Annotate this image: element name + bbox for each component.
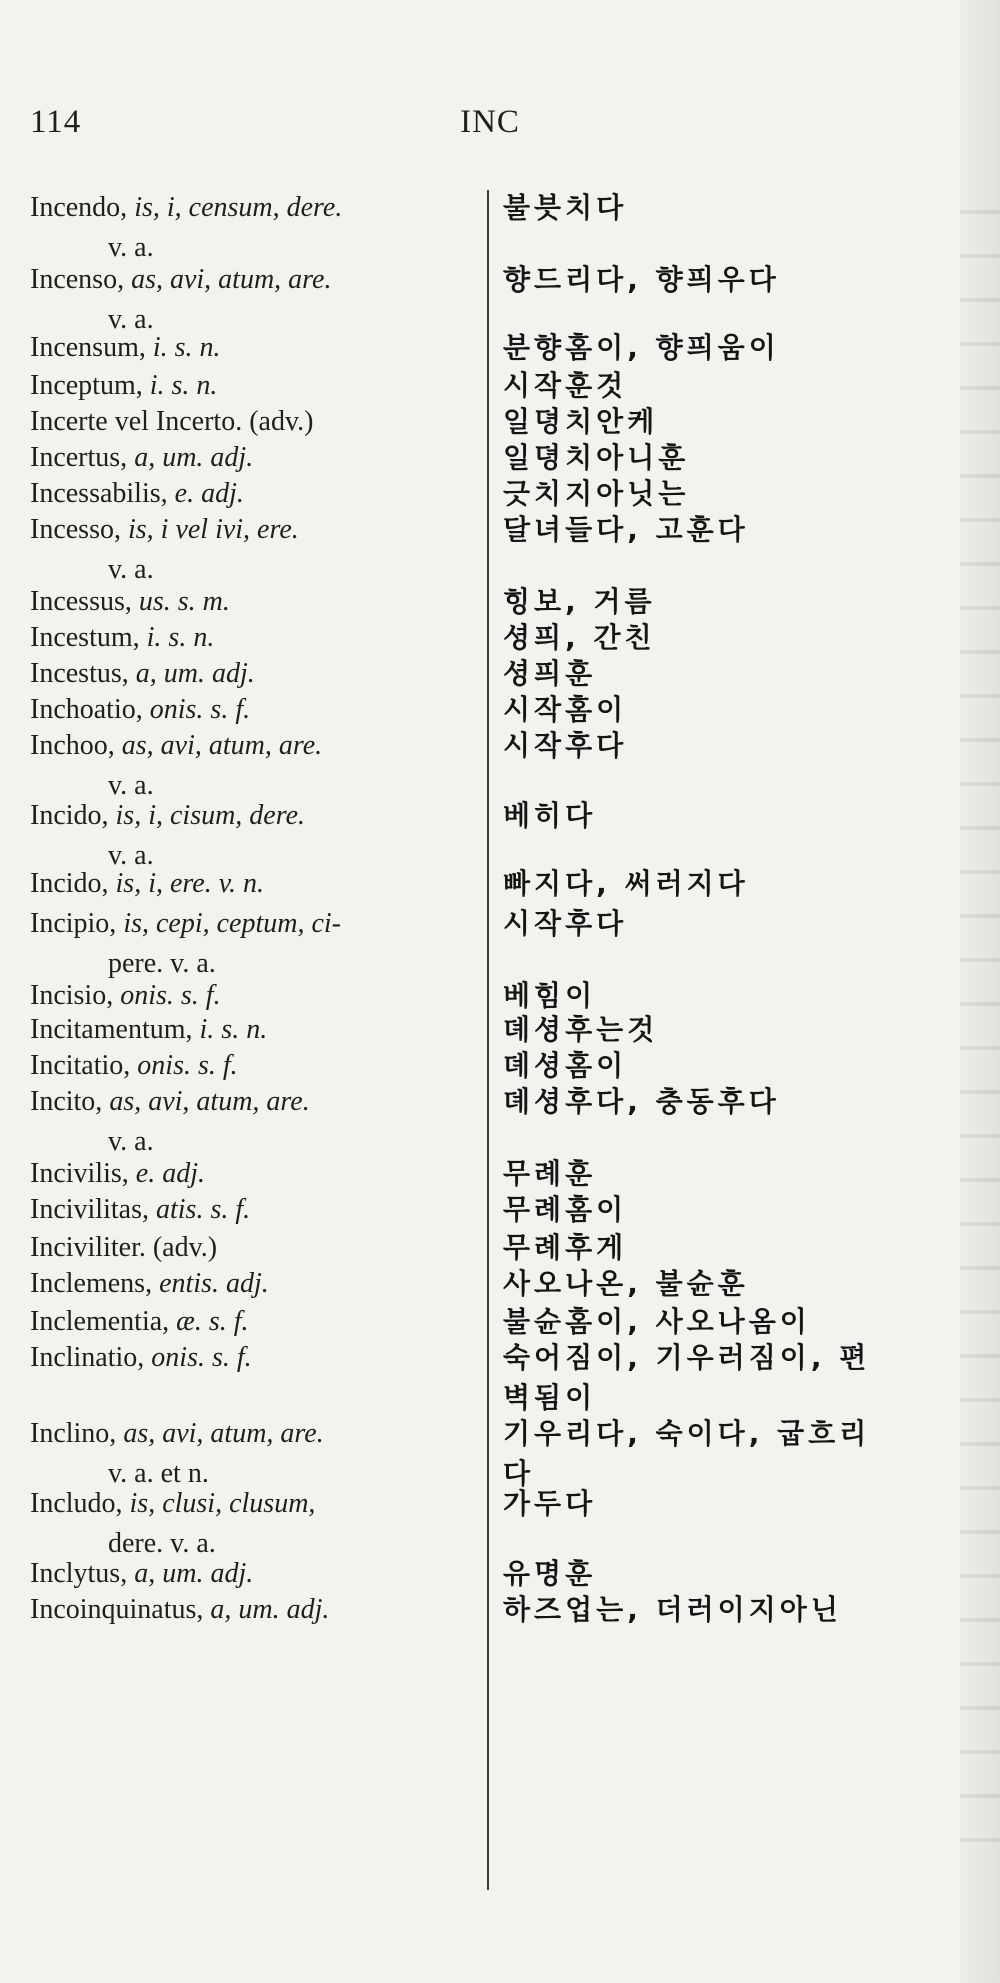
gloss-text: 무례훈 — [503, 1157, 597, 1190]
korean-gloss — [503, 904, 958, 944]
dictionary-entry — [0, 1190, 1000, 1228]
latin-headword — [30, 1010, 478, 1050]
headword-continuation: v. a. et n. — [108, 1458, 209, 1489]
grammar-info: i. s. n. — [152, 332, 221, 363]
korean-gloss — [503, 1302, 958, 1342]
latin-headword — [30, 510, 478, 590]
headword-continuation: v. a. — [108, 840, 154, 871]
headword-continuation: v. a. — [108, 232, 154, 263]
lemma: Inclinatio, — [30, 1342, 145, 1373]
korean-gloss — [503, 1590, 958, 1630]
dictionary-entry — [0, 1154, 1000, 1190]
lemma: Incessabilis, — [30, 478, 168, 509]
headword-continuation: v. a. — [108, 1126, 154, 1157]
korean-gloss — [503, 402, 958, 442]
korean-gloss — [503, 618, 958, 658]
headword-continuation: v. a. — [108, 304, 154, 335]
gloss-text: 유명훈 — [503, 1557, 597, 1590]
grammar-info: æ. s. f. — [176, 1306, 249, 1337]
dictionary-entry — [0, 260, 1000, 335]
gloss-text: 셩픠훈 — [503, 657, 597, 690]
latin-headword — [30, 1554, 478, 1594]
latin-headword — [30, 690, 478, 730]
page-header — [30, 104, 950, 148]
dictionary-entry — [0, 864, 1000, 904]
dictionary-entry — [0, 510, 1000, 585]
grammar-info: i. s. n. — [199, 1014, 268, 1045]
lemma: Inclemens, — [30, 1268, 153, 1299]
grammar-info: is, i, cisum, dere. — [115, 800, 306, 831]
dictionary-entry — [0, 1414, 1000, 1490]
grammar-info: entis. adj. — [159, 1268, 269, 1299]
latin-headword — [30, 618, 478, 658]
dictionary-entry — [0, 1010, 1000, 1046]
dictionary-entry — [0, 328, 1000, 366]
latin-headword — [30, 904, 478, 984]
latin-headword — [30, 726, 478, 806]
lemma: Inciviliter. (adv.) — [30, 1232, 218, 1263]
lemma: Inclino, — [30, 1418, 117, 1449]
dictionary-entry — [0, 690, 1000, 726]
latin-headword — [30, 1302, 478, 1342]
lemma: Incerte vel Incerto. (adv.) — [30, 406, 314, 437]
korean-gloss — [503, 864, 958, 904]
headword-continuation: pere. v. a. — [108, 948, 216, 979]
latin-headword — [30, 654, 478, 694]
latin-headword — [30, 188, 478, 268]
latin-headword — [30, 1590, 478, 1630]
latin-headword — [30, 402, 478, 442]
lemma: Incitamentum, — [30, 1014, 193, 1045]
grammar-info: onis. s. f. — [151, 1342, 252, 1373]
grammar-info: a, um. adj. — [134, 442, 254, 473]
latin-headword — [30, 1264, 478, 1304]
lemma: Incoinquinatus, — [30, 1594, 204, 1625]
latin-headword — [30, 1338, 478, 1378]
headword-continuation: dere. v. a. — [108, 1528, 216, 1559]
lemma: Incido, — [30, 800, 109, 831]
gloss-text: 달녀들다, 고훈다 — [503, 513, 749, 546]
korean-gloss — [503, 654, 958, 694]
gloss-continuation: 다 — [503, 1457, 535, 1490]
lemma: Incessus, — [30, 586, 132, 617]
grammar-info: onis. s. f. — [137, 1050, 238, 1081]
grammar-info: a, um. adj. — [210, 1594, 330, 1625]
grammar-info: us. s. m. — [138, 586, 230, 617]
korean-gloss — [503, 438, 958, 478]
dictionary-entry — [0, 904, 1000, 979]
korean-gloss — [503, 1554, 958, 1594]
gloss-text: 사오나온, 불슌훈 — [503, 1267, 749, 1300]
korean-gloss — [503, 1484, 958, 1524]
korean-gloss — [503, 328, 958, 368]
gloss-text: 긋치지아닛는 — [503, 477, 690, 510]
korean-gloss — [503, 188, 958, 228]
gloss-text: 일뎡치안케 — [503, 405, 659, 438]
grammar-info: as, avi, atum, are. — [123, 1418, 324, 1449]
dictionary-entry — [0, 188, 1000, 263]
gloss-text: 불슌홈이, 사오나옴이 — [503, 1305, 811, 1338]
grammar-info: as, avi, atum, are. — [121, 730, 323, 761]
dictionary-entry — [0, 1484, 1000, 1559]
grammar-info: is, i, ere. v. n. — [115, 868, 265, 899]
korean-gloss — [503, 1228, 958, 1268]
lemma: Inchoo, — [30, 730, 115, 761]
korean-gloss — [503, 260, 958, 300]
grammar-info: e. adj. — [174, 478, 244, 509]
grammar-info: i. s. n. — [146, 622, 215, 653]
korean-gloss — [503, 1190, 958, 1230]
headword-continuation: v. a. — [108, 554, 154, 585]
grammar-info: as, avi, atum, are. — [109, 1086, 310, 1117]
gloss-text: 무례후게 — [503, 1231, 628, 1264]
latin-headword — [30, 864, 478, 904]
gloss-text: 시작후다 — [503, 729, 628, 762]
lemma: Incivilis, — [30, 1158, 129, 1189]
gloss-text: 셩픠, 간친 — [503, 621, 656, 654]
lemma: Inchoatio, — [30, 694, 143, 725]
korean-gloss — [503, 510, 958, 550]
gloss-text: 시작후다 — [503, 907, 628, 940]
dictionary-entry — [0, 618, 1000, 654]
gloss-text: 뎨셩홈이 — [503, 1049, 628, 1082]
grammar-info: onis. s. f. — [120, 980, 221, 1011]
korean-gloss — [503, 474, 958, 514]
grammar-info: atis. s. f. — [155, 1194, 251, 1225]
dictionary-entry — [0, 474, 1000, 510]
dictionary-entry — [0, 438, 1000, 474]
gloss-text: 향드리다, 향픠우다 — [503, 263, 780, 296]
gloss-text: 기우리다, 숙이다, 굽흐리 — [503, 1417, 871, 1450]
dictionary-entry — [0, 1082, 1000, 1157]
dictionary-entry — [0, 1554, 1000, 1590]
grammar-info: e. adj. — [135, 1158, 205, 1189]
grammar-info: is, i, censum, dere. — [134, 192, 343, 223]
lemma: Inclytus, — [30, 1558, 128, 1589]
dictionary-entry — [0, 726, 1000, 801]
grammar-info: onis. s. f. — [149, 694, 251, 725]
korean-gloss — [503, 1338, 958, 1418]
grammar-info: as, avi, atum, are. — [131, 264, 332, 295]
lemma: Incertus, — [30, 442, 128, 473]
gloss-text: 하즈업는, 더러이지아닌 — [503, 1593, 842, 1626]
gloss-text: 숙어짐이, 기우러짐이, 편 — [503, 1341, 871, 1374]
dictionary-entry — [0, 1590, 1000, 1630]
gloss-text: 뎨셩후는것 — [503, 1013, 659, 1046]
gloss-text: 일뎡치아니훈 — [503, 441, 690, 474]
latin-headword — [30, 1414, 478, 1494]
gloss-text: 무례홈이 — [503, 1193, 628, 1226]
latin-headword — [30, 1154, 478, 1194]
latin-headword — [30, 1484, 478, 1564]
grammar-info: is, i vel ivi, ere. — [127, 514, 299, 545]
page-number: 114 — [30, 104, 82, 140]
gloss-text: 베히다 — [503, 799, 597, 832]
headword-continuation: v. a. — [108, 770, 154, 801]
grammar-info: i. s. n. — [149, 370, 218, 401]
korean-gloss — [503, 366, 958, 406]
gloss-text: 빠지다, 써러지다 — [503, 867, 749, 900]
lemma: Inclementia, — [30, 1306, 170, 1337]
lemma: Includo, — [30, 1488, 123, 1519]
korean-gloss — [503, 1082, 958, 1122]
lemma: Incenso, — [30, 264, 125, 295]
korean-gloss — [503, 582, 958, 622]
dictionary-entry — [0, 1228, 1000, 1264]
lemma: Incivilitas, — [30, 1194, 149, 1225]
grammar-info: a, um. adj. — [134, 1558, 254, 1589]
korean-gloss — [503, 1154, 958, 1194]
dictionary-entry — [0, 654, 1000, 690]
korean-gloss — [503, 1046, 958, 1086]
latin-headword — [30, 438, 478, 478]
lemma: Incipio, — [30, 908, 117, 939]
lemma: Incisio, — [30, 980, 114, 1011]
dictionary-entry — [0, 1302, 1000, 1338]
lemma: Inceptum, — [30, 370, 143, 401]
running-head: INC — [460, 104, 520, 140]
latin-headword — [30, 1046, 478, 1086]
latin-headword — [30, 1228, 478, 1268]
dictionary-entry — [0, 366, 1000, 402]
dictionary-entry — [0, 796, 1000, 871]
dictionary-entry — [0, 1338, 1000, 1414]
gloss-text: 불븟치다 — [503, 191, 628, 224]
lemma: Incito, — [30, 1086, 103, 1117]
grammar-info: is, clusi, clusum, — [129, 1488, 316, 1519]
dictionary-entry — [0, 1264, 1000, 1302]
gloss-text: 베힘이 — [503, 979, 597, 1012]
gloss-text: 시작훈것 — [503, 369, 628, 402]
lemma: Incensum, — [30, 332, 146, 363]
lemma: Incesso, — [30, 514, 121, 545]
korean-gloss — [503, 1414, 958, 1494]
gloss-text: 뎨셩후다, 충동후다 — [503, 1085, 780, 1118]
grammar-info: is, cepi, ceptum, ci- — [123, 908, 342, 939]
grammar-info: a, um. adj. — [135, 658, 255, 689]
latin-headword — [30, 1082, 478, 1162]
dictionary-entry — [0, 402, 1000, 438]
lemma: Incestus, — [30, 658, 129, 689]
lemma: Incestum, — [30, 622, 140, 653]
latin-headword — [30, 474, 478, 514]
korean-gloss — [503, 796, 958, 836]
latin-headword — [30, 366, 478, 406]
dictionary-entry — [0, 976, 1000, 1010]
gloss-continuation: 벽됨이 — [503, 1381, 597, 1414]
latin-headword — [30, 1190, 478, 1230]
gloss-text: 분향홈이, 향픠움이 — [503, 331, 780, 364]
dictionary-entry — [0, 1046, 1000, 1082]
gloss-text: 힝보, 거름 — [503, 585, 656, 618]
gloss-text: 시작홈이 — [503, 693, 628, 726]
lemma: Incitatio, — [30, 1050, 131, 1081]
lemma: Incendo, — [30, 192, 128, 223]
korean-gloss — [503, 1264, 958, 1304]
korean-gloss — [503, 690, 958, 730]
lemma: Incido, — [30, 868, 109, 899]
latin-headword — [30, 582, 478, 622]
latin-headword — [30, 328, 478, 368]
korean-gloss — [503, 726, 958, 766]
gloss-text: 가두다 — [503, 1487, 597, 1520]
dictionary-entry — [0, 582, 1000, 618]
korean-gloss — [503, 1010, 958, 1050]
